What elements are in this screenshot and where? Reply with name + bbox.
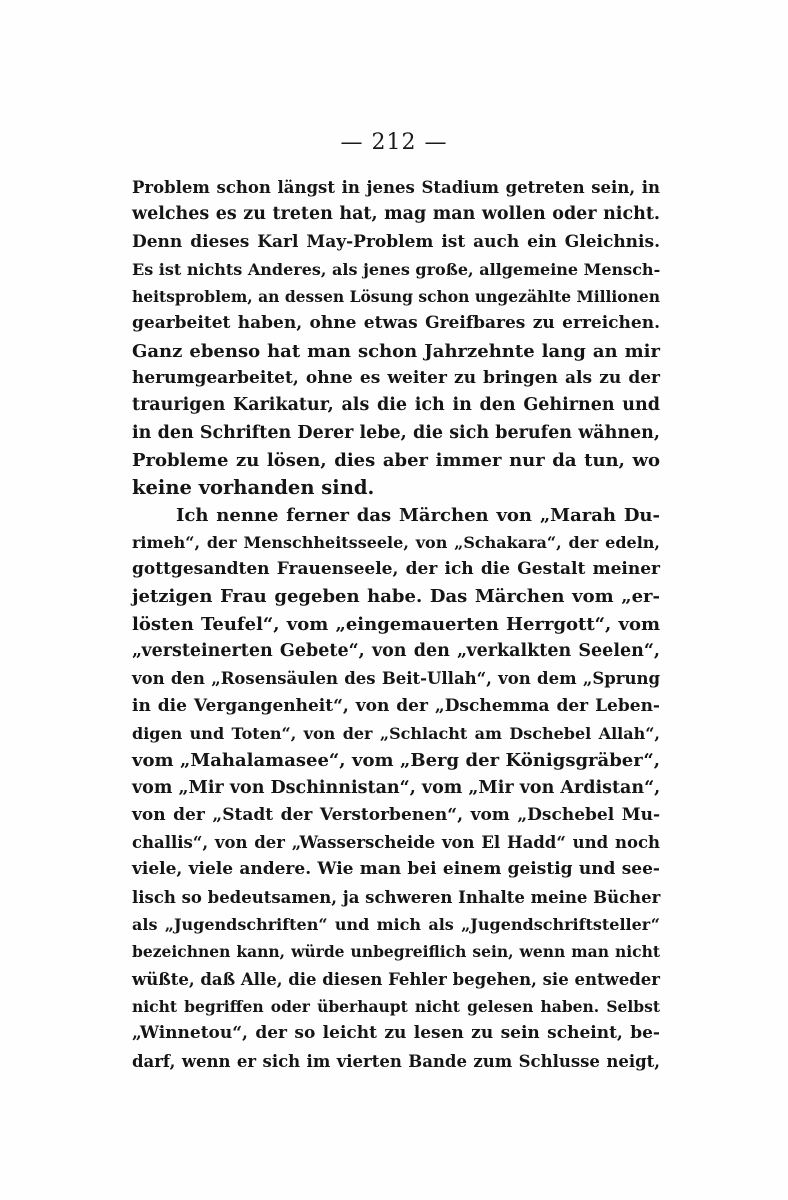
text-line: herumgearbeitet, ohne es weiter zu bringen als zu der: [132, 368, 660, 389]
text-line: jetzigen Frau gegeben habe. Das Märchen vom „er-: [132, 586, 660, 608]
text-line: challis“, von der „Wasserscheide von El Hadd“ und noch: [132, 833, 660, 853]
text-line: Ganz ebenso hat man schon Jahrzehnte lang an mir: [132, 340, 660, 362]
text-line: von der „Stadt der Verstorbenen“, vom „Dschebel Mu-: [132, 804, 660, 825]
text-line: als „Jugendschriften“ und mich als „Jugendschriftsteller“: [132, 915, 660, 935]
page-number: — 212 —: [340, 130, 448, 155]
text-line: in die Vergangenheit“, von der „Dschemma der Leben-: [132, 695, 660, 716]
text-line: lösten Teufel“, vom „eingemauerten Herrgott“, vom: [132, 613, 660, 635]
text-line: heitsproblem, an dessen Lösung schon ungezählte Millionen: [132, 287, 660, 307]
text-line: vom „Mir von Dschinnistan“, vom „Mir von Ardistan“,: [132, 777, 661, 798]
text-line: keine vorhanden sind.: [132, 476, 375, 500]
text-line: rimeh“, der Menschheitsseele, von „Schakara“, der edeln,: [132, 532, 660, 552]
text-line: nicht begriffen oder überhaupt nicht gelesen haben. Selbst: [132, 996, 660, 1016]
text-line: Ich nenne ferner das Märchen von „Marah Du-: [176, 504, 660, 526]
text-line: viele, viele andere. Wie man bei einem geistig und see-: [132, 859, 660, 880]
text-line: Probleme zu lösen, dies aber immer nur da tun, wo: [132, 449, 660, 471]
text-line: darf, wenn er sich im vierten Bande zum Schlusse neigt,: [132, 1051, 660, 1071]
text-line: „Winnetou“, der so leicht zu lesen zu sein scheint, be-: [132, 1023, 660, 1044]
text-line: digen und Toten“, von der „Schlacht am Dschebel Allah“,: [132, 723, 660, 743]
text-line: bezeichnen kann, würde unbegreiflich sein, wenn man nicht: [132, 942, 660, 962]
text-line: in den Schriften Derer lebe, die sich berufen wähnen,: [132, 422, 660, 443]
text-line: wüßte, daß Alle, die diesen Fehler begehen, sie entweder: [132, 969, 660, 989]
text-line: gottgesandten Frauenseele, der ich die Gestalt meiner: [132, 559, 660, 580]
text-line: vom „Mahalamasee“, vom „Berg der Königsgräber“,: [132, 750, 660, 772]
text-line: Es ist nichts Anderes, als jenes große, allgemeine Mensch-: [132, 259, 661, 279]
text-line: von den „Rosensäulen des Beit-Ullah“, von dem „Sprung: [132, 669, 660, 689]
text-line: Denn dieses Karl May-Problem ist auch ein Gleichnis.: [132, 231, 660, 252]
text-line: lisch so bedeutsamen, ja schweren Inhalte meine Bücher: [132, 887, 661, 907]
body-text: [132, 174, 660, 1075]
paragraph-2: [132, 502, 660, 1075]
text-line: Problem schon längst in jenes Stadium getreten sein, in: [132, 178, 660, 197]
text-line: traurigen Karikatur, als die ich in den Gehirnen und: [132, 395, 660, 416]
text-line: welches es zu treten hat, mag man wollen oder nicht.: [132, 204, 660, 225]
text-line: gearbeitet haben, ohne etwas Greifbares zu erreichen.: [132, 313, 660, 334]
paragraph-1: [132, 174, 660, 502]
text-line: „versteinerten Gebete“, von den „verkalkten Seelen“,: [132, 641, 660, 662]
